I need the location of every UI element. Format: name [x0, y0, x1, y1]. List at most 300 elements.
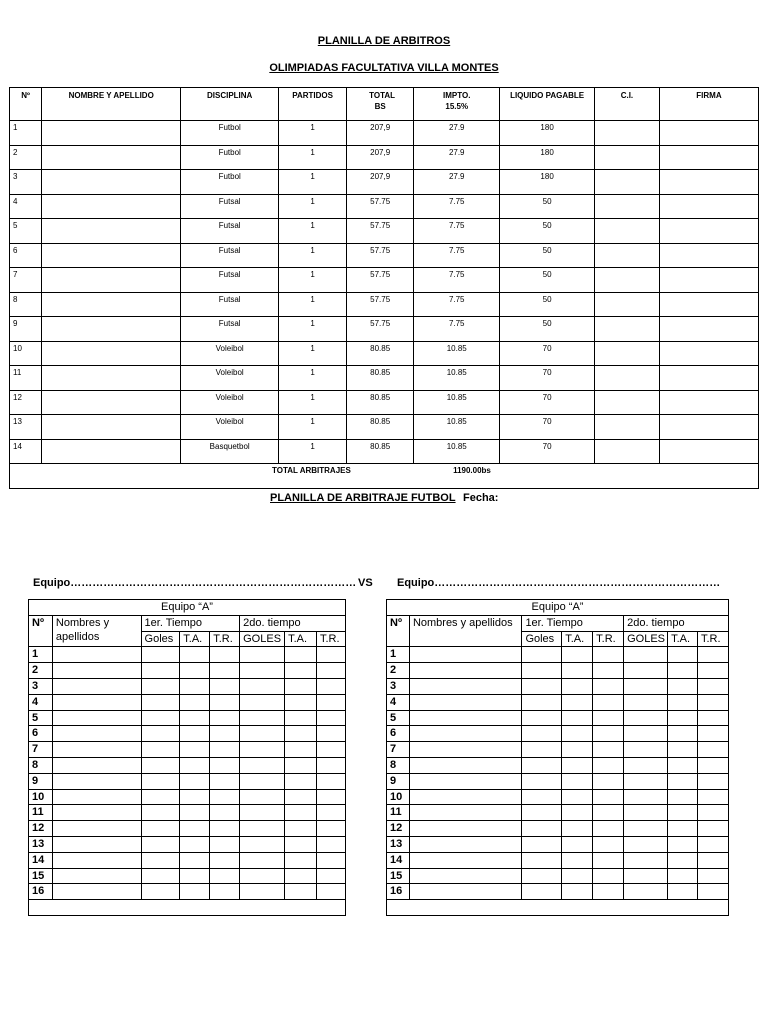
- referee-row: [10, 292, 759, 317]
- team-b-blank-cell: [593, 726, 624, 742]
- team-a-blank-cell: [210, 773, 240, 789]
- team-b-blank-cell: [562, 852, 593, 868]
- discipline-cell: Futsal: [181, 194, 279, 219]
- team-b-player-row: [387, 726, 729, 742]
- team-b-blank-cell: [409, 678, 522, 694]
- team-b-blank-cell: [562, 647, 593, 663]
- team-a-blank-cell: [210, 647, 240, 663]
- ci-cell: [594, 121, 659, 146]
- name-cell: [42, 268, 181, 293]
- team-a-player-row: [29, 773, 346, 789]
- team-b-blank-cell: [668, 852, 698, 868]
- row-number: 8: [10, 292, 42, 317]
- team-a-blank-cell: [141, 647, 180, 663]
- team-b-blank-cell: [668, 663, 698, 679]
- team-a-blank-cell: [141, 821, 180, 837]
- tax-cell: 27.9: [414, 121, 500, 146]
- team-a-blank-cell: [180, 852, 210, 868]
- team-a-blank-cell: [240, 694, 285, 710]
- team-a-blank-cell: [180, 836, 210, 852]
- signature-cell: [659, 121, 758, 146]
- team-a-blank-cell: [240, 773, 285, 789]
- team-a-blank-cell: [180, 805, 210, 821]
- team-a-blank-cell: [317, 742, 346, 758]
- referee-row: [10, 317, 759, 342]
- team-a-blank-cell: [52, 789, 141, 805]
- team-b-blank-cell: [522, 742, 562, 758]
- team-b-goals1-label: Goles: [522, 631, 562, 647]
- team-a-footer-row: [29, 900, 346, 916]
- team-b-blank-cell: [562, 742, 593, 758]
- team-b-blank-cell: [562, 710, 593, 726]
- team-a-blank-cell: [141, 757, 180, 773]
- team-b-tr1-label: T.R.: [593, 631, 624, 647]
- team-b-blank-cell: [668, 710, 698, 726]
- team-b-blank-cell: [562, 884, 593, 900]
- row-number: 3: [10, 170, 42, 195]
- match-sheet-title: PLANILLA DE ARBITRAJE FUTBOL: [270, 492, 456, 504]
- discipline-cell: Futsal: [181, 292, 279, 317]
- team-b-blank-cell: [562, 805, 593, 821]
- team-b-row-number: 12: [387, 821, 410, 837]
- team-b-row-number: 9: [387, 773, 410, 789]
- signature-cell: [659, 317, 758, 342]
- team-a-blank-cell: [317, 663, 346, 679]
- col-header-tax: [414, 88, 500, 121]
- name-cell: [42, 439, 181, 464]
- team-b-blank-cell: [593, 710, 624, 726]
- page-subtitle: OLIMPIADAS FACULTATIVA VILLA MONTES: [269, 62, 499, 74]
- team-a-row-number: 8: [29, 757, 53, 773]
- net-cell: 50: [500, 219, 595, 244]
- team-a-header: Equipo “A”: [29, 600, 346, 616]
- team-b-blank-cell: [593, 773, 624, 789]
- team-a-blank-cell: [210, 821, 240, 837]
- team-a-blank-cell: [240, 742, 285, 758]
- team-b-blank-cell: [668, 647, 698, 663]
- team-a-blank-cell: [317, 710, 346, 726]
- discipline-cell: Futsal: [181, 317, 279, 342]
- matches-cell: 1: [279, 243, 347, 268]
- signature-cell: [659, 170, 758, 195]
- discipline-cell: Futbol: [181, 170, 279, 195]
- matches-cell: 1: [279, 194, 347, 219]
- team-a-blank-cell: [317, 884, 346, 900]
- team-b-tr2-label: T.R.: [698, 631, 729, 647]
- team-b-blank-cell: [593, 757, 624, 773]
- team-b-blank-cell: [624, 710, 668, 726]
- team-a-row-number: 10: [29, 789, 53, 805]
- team-b-blank-cell: [593, 663, 624, 679]
- team-b-footer-row: [387, 900, 729, 916]
- team-b-blank-cell: [522, 678, 562, 694]
- team-b-footer-cell: [387, 900, 729, 916]
- team-b-blank-cell: [522, 836, 562, 852]
- name-cell: [42, 219, 181, 244]
- row-number: 10: [10, 341, 42, 366]
- team-b-blank-cell: [562, 678, 593, 694]
- team-a-blank-cell: [285, 773, 317, 789]
- team-b-blank-cell: [562, 789, 593, 805]
- team-b-row-number: 6: [387, 726, 410, 742]
- referee-row: [10, 341, 759, 366]
- team-b-blank-cell: [522, 852, 562, 868]
- ci-cell: [594, 145, 659, 170]
- team-b-blank-cell: [698, 678, 729, 694]
- team-b-blank-cell: [668, 773, 698, 789]
- team-a-blank-cell: [317, 694, 346, 710]
- team-a-blank-cell: [210, 757, 240, 773]
- referee-row: [10, 439, 759, 464]
- team-a-player-row: [29, 821, 346, 837]
- team-b-row-number: 14: [387, 852, 410, 868]
- team-b-blank-cell: [593, 852, 624, 868]
- signature-cell: [659, 292, 758, 317]
- total-cell: 57.75: [347, 292, 414, 317]
- team-b-blank-cell: [562, 726, 593, 742]
- team-a-n-label: Nº: [29, 615, 53, 647]
- total-value: 1190.00bs: [453, 466, 491, 475]
- team-b-blank-cell: [668, 757, 698, 773]
- net-cell: 180: [500, 170, 595, 195]
- team-a-row-number: 12: [29, 821, 53, 837]
- team-a-blank-cell: [180, 694, 210, 710]
- team-b-blank-cell: [409, 805, 522, 821]
- team-a-goals1-label: Goles: [141, 631, 180, 647]
- team-a-blank-cell: [240, 678, 285, 694]
- team-b-player-row: [387, 757, 729, 773]
- team-a-blank-cell: [52, 773, 141, 789]
- net-cell: 70: [500, 390, 595, 415]
- team-a-blank-cell: [52, 821, 141, 837]
- team-a-row-number: 4: [29, 694, 53, 710]
- team-b-blank-cell: [624, 805, 668, 821]
- tax-cell: 7.75: [414, 292, 500, 317]
- team-a-row-number: 14: [29, 852, 53, 868]
- team-b-blank-cell: [668, 884, 698, 900]
- team-b-blank-cell: [698, 663, 729, 679]
- team-b-half2-label: 2do. tiempo: [624, 615, 729, 631]
- referee-table-header: [10, 88, 759, 121]
- team-b-player-row: [387, 710, 729, 726]
- team-a-blank-cell: [210, 868, 240, 884]
- team-b-blank-cell: [698, 805, 729, 821]
- total-cell: 57.75: [347, 317, 414, 342]
- team-a-blank-cell: [180, 726, 210, 742]
- name-cell: [42, 341, 181, 366]
- col-header-total-text: TOTAL BS: [369, 91, 396, 111]
- team-b-blank-cell: [593, 742, 624, 758]
- team-a-blank-cell: [240, 789, 285, 805]
- row-number: 13: [10, 415, 42, 440]
- tax-cell: 10.85: [414, 390, 500, 415]
- team-a-blank-cell: [210, 789, 240, 805]
- team-b-blank-cell: [522, 868, 562, 884]
- team-b-blank-cell: [698, 726, 729, 742]
- team-a-blank-cell: [317, 805, 346, 821]
- name-cell: [42, 317, 181, 342]
- team-a-tr2-label: T.R.: [317, 631, 346, 647]
- team-a-blank-cell: [317, 726, 346, 742]
- team-a-blank-cell: [240, 663, 285, 679]
- net-cell: 50: [500, 268, 595, 293]
- discipline-cell: Voleibol: [181, 390, 279, 415]
- team-b-player-row: [387, 821, 729, 837]
- team-b-row-number: 11: [387, 805, 410, 821]
- team-a-blank-cell: [240, 852, 285, 868]
- team-a-blank-cell: [240, 757, 285, 773]
- team-a-blank-cell: [240, 836, 285, 852]
- date-label: Fecha:: [463, 492, 499, 504]
- col-header-name: NOMBRE Y APELLIDO: [42, 88, 181, 121]
- total-cell: 57.75: [347, 268, 414, 293]
- referee-row: [10, 194, 759, 219]
- team-b-ta2-label: T.A.: [668, 631, 698, 647]
- team-b-blank-cell: [668, 868, 698, 884]
- team-a-blank-cell: [240, 647, 285, 663]
- team-b-blank-cell: [698, 884, 729, 900]
- matches-cell: 1: [279, 366, 347, 391]
- ci-cell: [594, 219, 659, 244]
- total-cell: 57.75: [347, 243, 414, 268]
- team-b-blank-cell: [593, 789, 624, 805]
- team-a-blank-cell: [285, 868, 317, 884]
- team-a-blank-cell: [141, 726, 180, 742]
- team-b-blank-cell: [698, 694, 729, 710]
- ci-cell: [594, 390, 659, 415]
- row-number: 11: [10, 366, 42, 391]
- matches-cell: 1: [279, 317, 347, 342]
- team-a-row-number: 3: [29, 678, 53, 694]
- team-a-name-line: Equipo……………………………………………………………………: [33, 577, 357, 589]
- col-header-net: LIQUIDO PAGABLE: [500, 88, 595, 121]
- team-a-blank-cell: [180, 773, 210, 789]
- team-a-blank-cell: [240, 726, 285, 742]
- team-a-blank-cell: [317, 773, 346, 789]
- team-a-ta1-label: T.A.: [180, 631, 210, 647]
- team-a-goals2-label: GOLES: [240, 631, 285, 647]
- team-a-blank-cell: [285, 710, 317, 726]
- total-cell: 80.85: [347, 439, 414, 464]
- ci-cell: [594, 268, 659, 293]
- total-cell: 207,9: [347, 170, 414, 195]
- team-b-blank-cell: [698, 852, 729, 868]
- team-a-blank-cell: [240, 710, 285, 726]
- team-b-row-number: 16: [387, 884, 410, 900]
- team-a-blank-cell: [317, 868, 346, 884]
- team-a-blank-cell: [180, 884, 210, 900]
- row-number: 14: [10, 439, 42, 464]
- referee-row: [10, 268, 759, 293]
- team-b-blank-cell: [668, 805, 698, 821]
- team-a-blank-cell: [317, 678, 346, 694]
- team-a-blank-cell: [52, 852, 141, 868]
- team-b-player-row: [387, 868, 729, 884]
- team-b-blank-cell: [522, 647, 562, 663]
- team-b-blank-cell: [624, 789, 668, 805]
- team-b-blank-cell: [522, 663, 562, 679]
- team-a-ta2-label: T.A.: [285, 631, 317, 647]
- net-cell: 50: [500, 243, 595, 268]
- discipline-cell: Basquetbol: [181, 439, 279, 464]
- team-a-sheet: [28, 599, 346, 916]
- team-b-blank-cell: [593, 868, 624, 884]
- team-a-blank-cell: [240, 884, 285, 900]
- net-cell: 70: [500, 439, 595, 464]
- col-header-discipline: DISCIPLINA: [181, 88, 279, 121]
- team-a-blank-cell: [285, 694, 317, 710]
- net-cell: 50: [500, 194, 595, 219]
- team-b-player-row: [387, 647, 729, 663]
- team-b-blank-cell: [562, 694, 593, 710]
- col-header-signature: FIRMA: [659, 88, 758, 121]
- team-a-blank-cell: [210, 663, 240, 679]
- team-b-row-number: 7: [387, 742, 410, 758]
- team-a-blank-cell: [210, 805, 240, 821]
- team-a-row-number: 2: [29, 663, 53, 679]
- team-a-blank-cell: [180, 789, 210, 805]
- net-cell: 50: [500, 292, 595, 317]
- matches-cell: 1: [279, 390, 347, 415]
- team-b-row-number: 1: [387, 647, 410, 663]
- team-b-blank-cell: [698, 821, 729, 837]
- row-number: 12: [10, 390, 42, 415]
- team-b-blank-cell: [522, 805, 562, 821]
- team-b-blank-cell: [409, 868, 522, 884]
- team-b-blank-cell: [409, 647, 522, 663]
- discipline-cell: Voleibol: [181, 415, 279, 440]
- team-a-player-row: [29, 742, 346, 758]
- team-a-row-number: 16: [29, 884, 53, 900]
- team-b-blank-cell: [624, 836, 668, 852]
- team-b-blank-cell: [668, 694, 698, 710]
- team-b-blank-cell: [409, 694, 522, 710]
- team-a-blank-cell: [141, 836, 180, 852]
- team-b-blank-cell: [624, 647, 668, 663]
- team-a-tr1-label: T.R.: [210, 631, 240, 647]
- referee-row: [10, 415, 759, 440]
- referee-row: [10, 390, 759, 415]
- team-a-blank-cell: [141, 868, 180, 884]
- team-b-blank-cell: [562, 868, 593, 884]
- team-a-player-row: [29, 789, 346, 805]
- signature-cell: [659, 194, 758, 219]
- name-cell: [42, 194, 181, 219]
- total-cell: 80.85: [347, 366, 414, 391]
- team-b-blank-cell: [593, 678, 624, 694]
- team-a-blank-cell: [210, 884, 240, 900]
- team-b-blank-cell: [522, 726, 562, 742]
- total-cell: [10, 464, 759, 489]
- team-a-blank-cell: [180, 821, 210, 837]
- team-b-row-number: 2: [387, 663, 410, 679]
- tax-cell: 27.9: [414, 145, 500, 170]
- referee-row: [10, 121, 759, 146]
- ci-cell: [594, 341, 659, 366]
- team-a-blank-cell: [141, 710, 180, 726]
- discipline-cell: Voleibol: [181, 341, 279, 366]
- team-b-blank-cell: [668, 726, 698, 742]
- team-a-blank-cell: [52, 742, 141, 758]
- tax-cell: 10.85: [414, 439, 500, 464]
- team-a-blank-cell: [52, 757, 141, 773]
- team-b-blank-cell: [624, 663, 668, 679]
- total-cell: 80.85: [347, 341, 414, 366]
- team-a-blank-cell: [285, 647, 317, 663]
- team-b-blank-cell: [593, 694, 624, 710]
- team-a-blank-cell: [285, 884, 317, 900]
- net-cell: 180: [500, 145, 595, 170]
- team-b-header: Equipo “A”: [387, 600, 729, 616]
- name-cell: [42, 292, 181, 317]
- team-b-row-number: 10: [387, 789, 410, 805]
- tax-cell: 10.85: [414, 366, 500, 391]
- team-b-player-row: [387, 773, 729, 789]
- team-a-blank-cell: [285, 789, 317, 805]
- team-b-goals2-label: GOLES: [624, 631, 668, 647]
- team-b-blank-cell: [409, 710, 522, 726]
- team-a-blank-cell: [52, 884, 141, 900]
- team-a-blank-cell: [52, 678, 141, 694]
- team-a-blank-cell: [180, 710, 210, 726]
- row-number: 6: [10, 243, 42, 268]
- versus-label: VS: [358, 577, 373, 589]
- team-b-blank-cell: [409, 836, 522, 852]
- matches-cell: 1: [279, 219, 347, 244]
- signature-cell: [659, 243, 758, 268]
- col-header-n: Nº: [10, 88, 42, 121]
- team-a-player-row: [29, 710, 346, 726]
- team-a-player-row: [29, 647, 346, 663]
- signature-cell: [659, 145, 758, 170]
- team-a-blank-cell: [180, 757, 210, 773]
- team-a-blank-cell: [317, 852, 346, 868]
- matches-cell: 1: [279, 439, 347, 464]
- name-cell: [42, 145, 181, 170]
- team-a-blank-cell: [210, 694, 240, 710]
- team-b-blank-cell: [593, 805, 624, 821]
- team-a-blank-cell: [141, 773, 180, 789]
- team-a-row-number: 9: [29, 773, 53, 789]
- tax-cell: 7.75: [414, 317, 500, 342]
- team-b-row-number: 3: [387, 678, 410, 694]
- team-b-blank-cell: [409, 884, 522, 900]
- team-a-blank-cell: [141, 694, 180, 710]
- team-b-blank-cell: [522, 694, 562, 710]
- matches-cell: 1: [279, 268, 347, 293]
- team-a-blank-cell: [141, 852, 180, 868]
- total-cell: 80.85: [347, 415, 414, 440]
- team-b-blank-cell: [624, 821, 668, 837]
- row-number: 7: [10, 268, 42, 293]
- team-b-blank-cell: [668, 821, 698, 837]
- ci-cell: [594, 170, 659, 195]
- team-b-player-row: [387, 884, 729, 900]
- team-b-names-label: Nombres y apellidos: [409, 615, 522, 647]
- team-a-blank-cell: [141, 678, 180, 694]
- team-b-player-row: [387, 852, 729, 868]
- team-a-player-row: [29, 852, 346, 868]
- team-a-blank-cell: [285, 742, 317, 758]
- signature-cell: [659, 439, 758, 464]
- team-a-blank-cell: [317, 647, 346, 663]
- discipline-cell: Futsal: [181, 219, 279, 244]
- row-number: 5: [10, 219, 42, 244]
- team-b-blank-cell: [624, 884, 668, 900]
- matches-cell: 1: [279, 341, 347, 366]
- team-b-blank-cell: [522, 884, 562, 900]
- ci-cell: [594, 292, 659, 317]
